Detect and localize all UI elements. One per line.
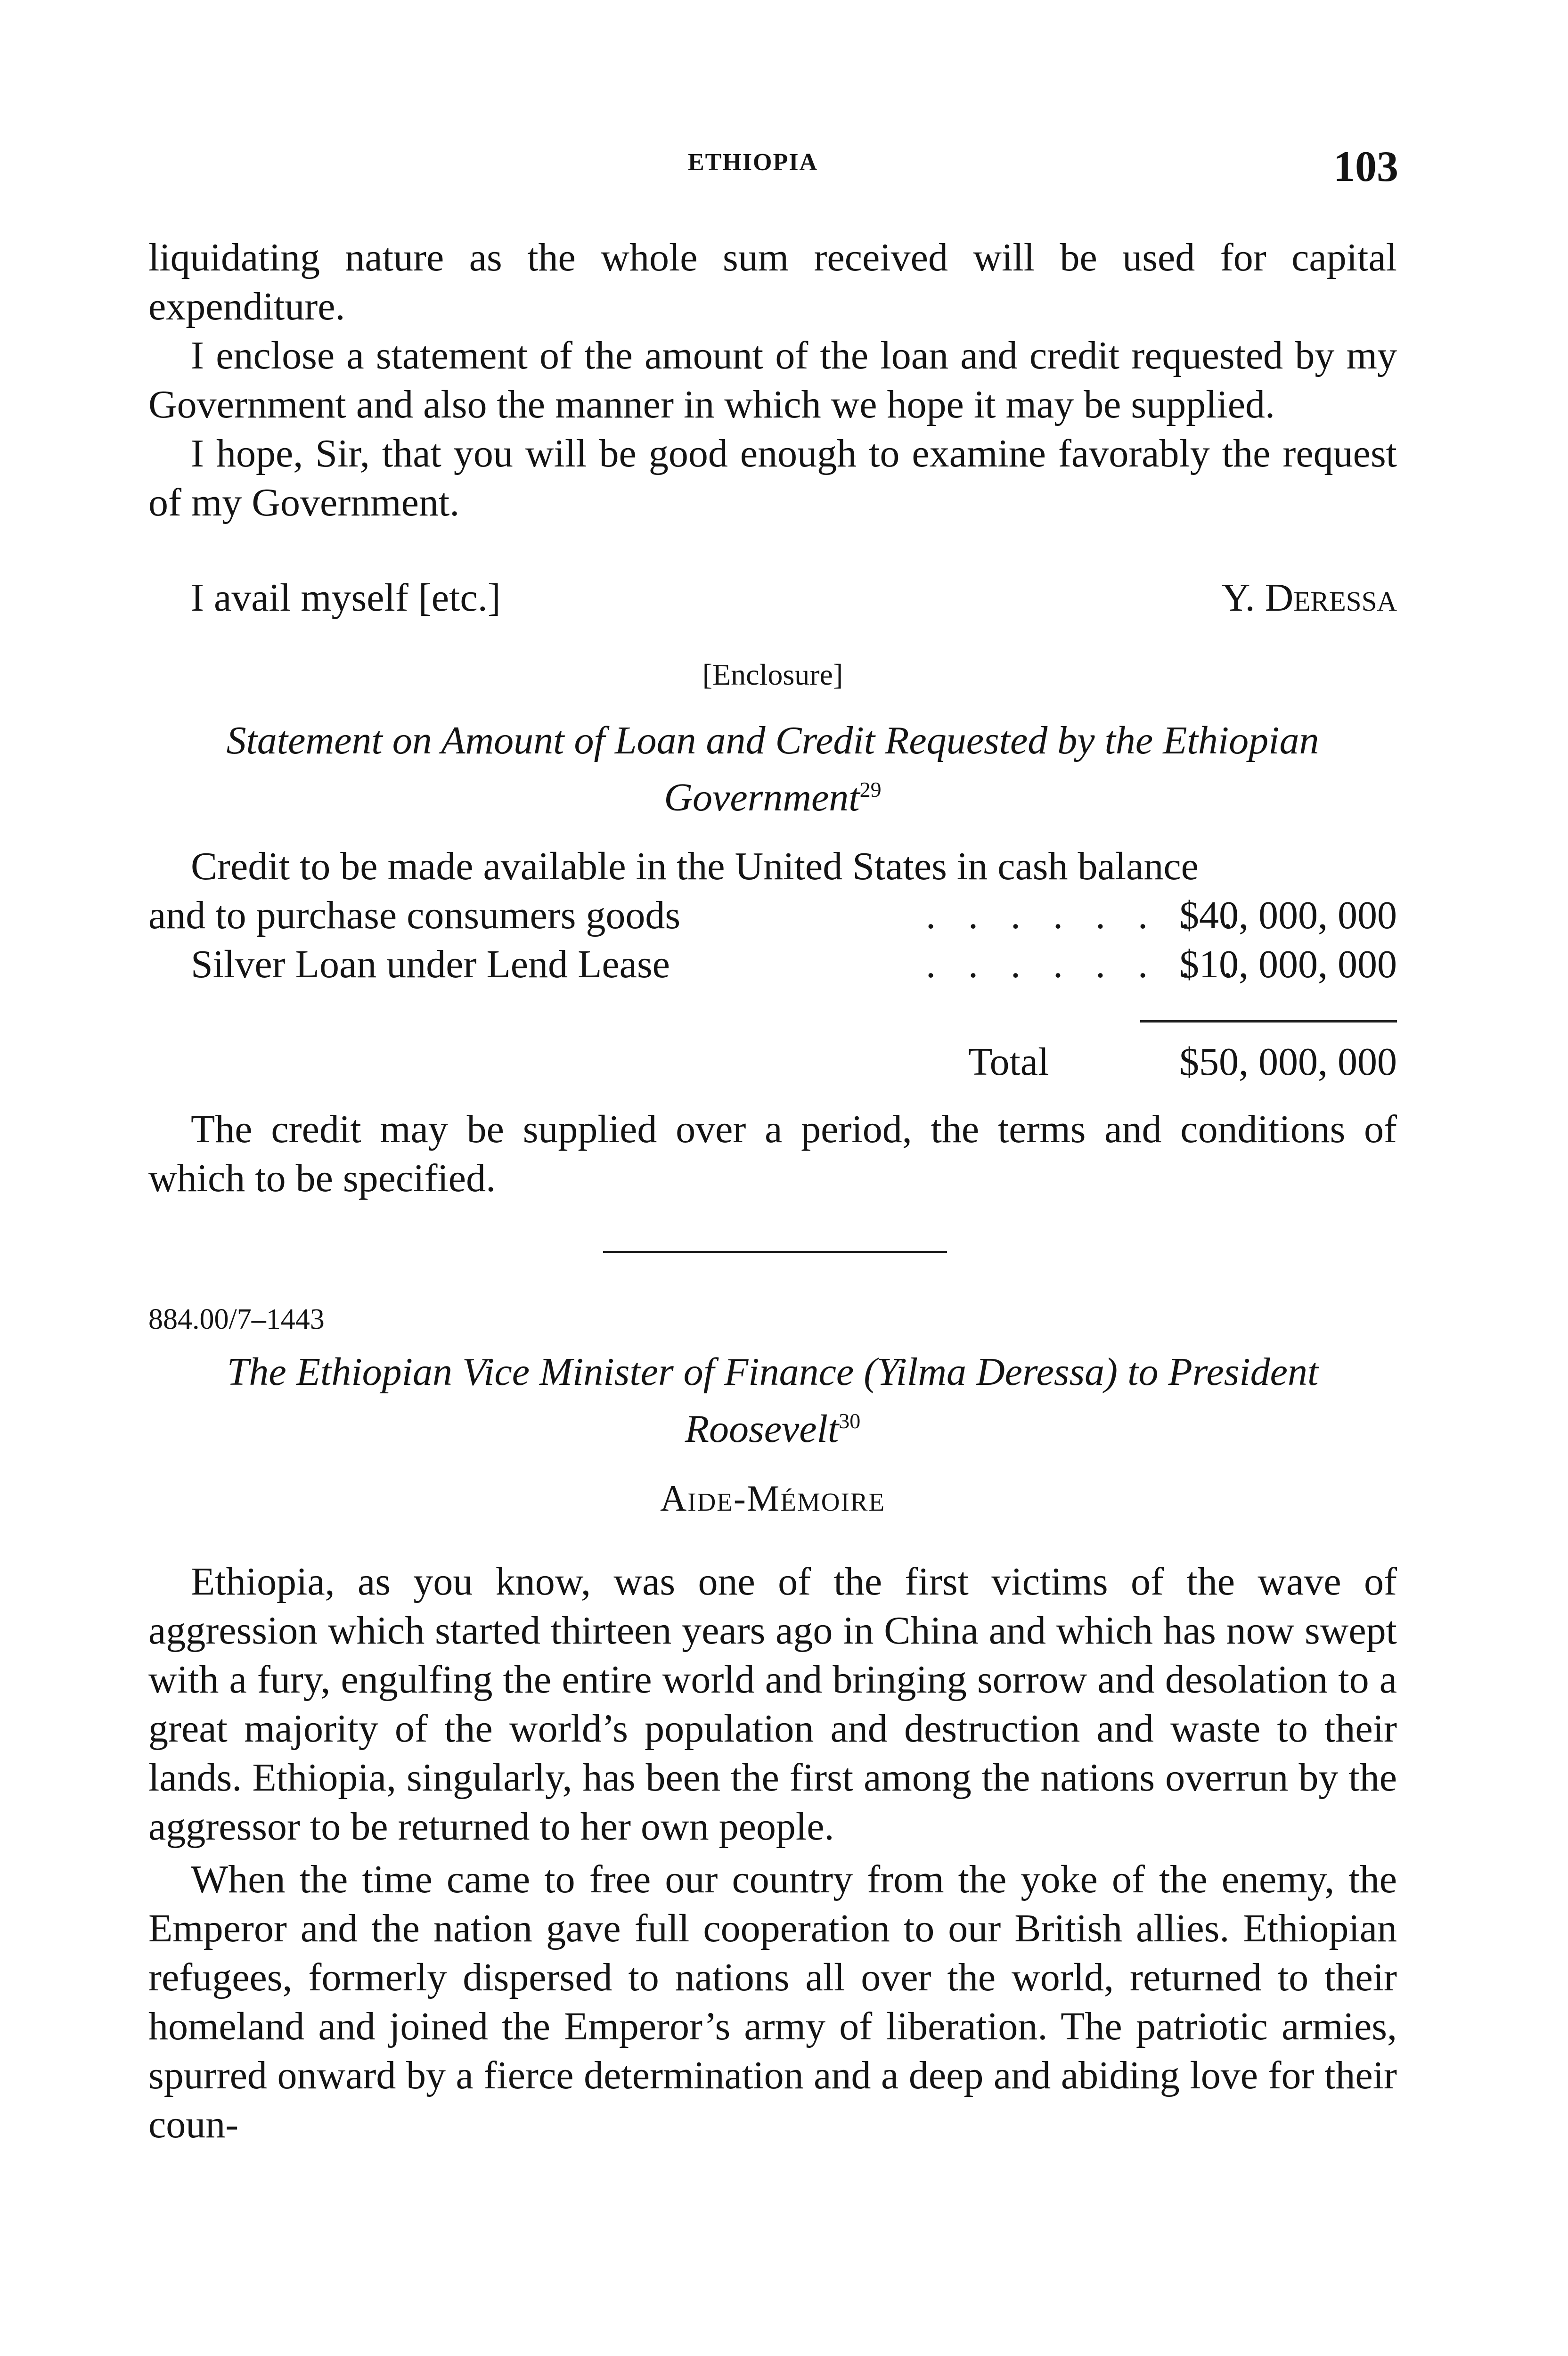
letter-body xyxy=(148,233,1397,527)
statement-title-text: Statement on Amount of Loan and Credit Requested by the Ethiopian Government xyxy=(226,719,1319,819)
document-title xyxy=(148,1348,1397,1454)
section-divider xyxy=(603,1251,947,1253)
letter-paragraph: I enclose a statement of the amount of the loan and credit requested by my Government and also the manner in which we hope it may be supplied. xyxy=(148,334,1397,426)
closing-text: I avail myself [etc.] xyxy=(191,576,501,620)
leader-dots: . . . . . . . . xyxy=(926,893,1244,937)
finance-row-total xyxy=(148,1039,1397,1088)
closing-line xyxy=(148,575,1397,621)
row-amount: $40, 000, 000 xyxy=(1179,893,1397,937)
footnote-ref: 30 xyxy=(839,1409,861,1433)
statement-title xyxy=(148,716,1397,822)
row-amount: $10, 000, 000 xyxy=(1179,942,1397,986)
row-label: Credit to be made available in the United States in cash balance xyxy=(191,844,1199,888)
letter-paragraph: liquidating nature as the whole sum received will be used for capital expenditure. xyxy=(148,236,1397,328)
enclosure-label: [Enclosure] xyxy=(702,658,843,691)
total-amount: $50, 000, 000 xyxy=(1179,1040,1397,1084)
note-text: The credit may be supplied over a period, the terms and conditions of which to be specified. xyxy=(148,1107,1397,1200)
enclosure-note xyxy=(148,1105,1397,1203)
total-label: Total xyxy=(968,1040,1049,1084)
letter-paragraph: I hope, Sir, that you will be good enough to examine favorably the request of my Government. xyxy=(148,432,1397,524)
leader-dots: . . . . . . . . xyxy=(926,942,1244,986)
finance-row-silver xyxy=(148,941,1397,990)
body-paragraph: Ethiopia, as you know, was one of the first victims of the wave of aggression which started thirteen years ago in China and which has now swept with a fury, engulfing the entire world and bringing sorrow and desolation to a great majority of the world’s population and destruction and waste to their lands. Ethiopia, singularly, has been the first among the nations overrun by the aggressor to be returned to her own people. xyxy=(148,1560,1397,1849)
running-header: ETHIOPIA xyxy=(688,149,818,176)
signature: Y. Deressa xyxy=(1221,576,1397,620)
finance-row-credit-line1 xyxy=(148,843,1397,892)
aide-memoire-heading: Aide-Mémoire xyxy=(660,1478,886,1519)
total-rule xyxy=(1140,1020,1397,1023)
document-title-text: The Ethiopian Vice Minister of Finance (Yilma Deressa) to President Roosevelt xyxy=(227,1350,1319,1451)
row-label: and to purchase consumers goods xyxy=(148,893,681,937)
row-label: Silver Loan under Lend Lease xyxy=(191,942,670,986)
aide-memoire-body xyxy=(148,1557,1397,2149)
file-code: 884.00/7–1443 xyxy=(148,1303,325,1335)
finance-row-credit xyxy=(148,892,1397,941)
page-number: 103 xyxy=(1333,142,1398,190)
footnote-ref: 29 xyxy=(859,777,882,802)
body-paragraph: When the time came to free our country from the yoke of the enemy, the Emperor and the nation gave full cooperation to our British allies. Ethiopian refugees, formerly dispersed to nations all over the world, returned to their homeland and joined the Emperor’s army of liberation. The patriotic armies, spurred onward by a fierce determination and a deep and abiding love for their coun- xyxy=(148,1857,1397,2146)
